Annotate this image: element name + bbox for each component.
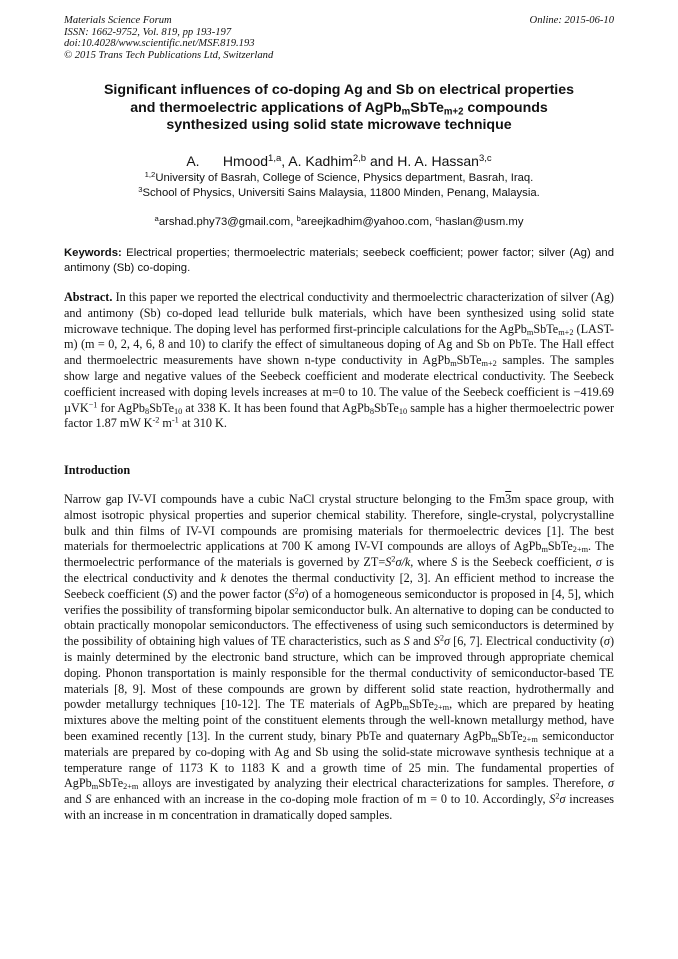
title-line-1: Significant influences of co-doping Ag and Sb on electrical properties — [103, 82, 575, 98]
author-emails: $^a$arshad.phy73@gmail.com, $^b$areejkadhim@yahoo.com, $^c$haslan@usm.my — [154, 213, 524, 228]
authors: A. Hmood$^{1,a}$, A. Kadhim$^{2,b}$ and H. A. Hassan$^{3,c}$ — [186, 152, 492, 169]
introduction-body: Narrow gap IV-VI compounds have a cubic NaCl crystal structure belonging to the Fm3m space group, with almost isotropic physical properties and superior chemical stability. Therefore, single-crystal, polycrystalline bulk and thin films of IV-VI compounds are promising materials for thermoelectric devices [1]. The best materials for thermoelectric applications at 700 K among IV-VI compounds are alloys of AgPb$_m$SbTe$_{2+m}$. The thermoelectric performance of the materials is governed by $ZT=S^2\sigma/k$, where S is the Seebeck coefficient, σ is the electrical conductivity and k denotes the thermal conductivity [2, 3]. An efficient method to increase the Seebeck coefficient (S) and the power factor $(S^2\sigma)$ of a homogeneous semiconductor is proposed in [4, 5], which verifies the possibility of transforming bipolar semiconductor bulk. An alternative to doping can be conducted to obtain practically monopolar semiconductors. The effectiveness of using such semiconductors is determined by the possibility of obtaining high values of TE characteristics, such as S and $S^2\sigma$ [6, 7]. Electrical conductivity (σ) is mainly determined by the electronic band structure, which can be improved through appropriate chemical doping. Phonon transportation is mainly responsible for the thermal conductivity of semiconductor-based TE materials [8, 9]. Most of these compounds are grown by different solid state reaction, hydrothermally and powder metallurgy techniques [10-12]. The TE materials of AgPb$_m$SbTe$_{2+m}$, which are prepared by heating mixtures above the melting point of the constituent elements through the well-known metallurgy method, have been examined recently [13]. In the current study, binary PbTe and quaternary AgPb$_m$SbTe$_{2+m}$ semiconductor materials are prepared by co-doping with Ag and Sb using the solid-state microwave synthesis technique at a temperature range of 1173 K to 1183 K and a growth time of 25 min. The fundamental properties of AgPb$_m$SbTe$_{2+m}$ alloys are investigated by analyzing their electrical characterizations for samples. Therefore, σ and S are enhanced with an increase in the co-doping mole fraction of m = 0 to 10. Accordingly, $S^2\sigma$ increases with an increase in m concentration in dramatically doped samples. — [64, 492, 615, 822]
affiliation-1: $^{1,2}$University of Basrah, College of Science, Physics department, Basrah, Iraq. — [144, 169, 534, 184]
journal-doi: doi:10.4028/www.scientific.net/MSF.819.193 — [64, 38, 255, 50]
title-line-3: synthesized using solid state microwave technique — [166, 117, 512, 133]
journal-issn: ISSN: 1662-9752, Vol. 819, pp 193-197 — [64, 26, 232, 38]
paper-title — [40, 82, 638, 135]
affiliation-2: $^3$School of Physics, Universiti Sains Malaysia, 11800 Minden, Penang, Malaysia. — [138, 184, 540, 199]
title-line-2: and thermoelectric applications of AgPb$_m$SbTe$_{m+2}$ compounds — [130, 99, 548, 117]
keywords: Keywords: Electrical properties; thermoelectric materials; seebeck coefficient; power factor; silver (Ag) and antimony (Sb) co-doping. — [64, 247, 614, 274]
introduction-heading: Introduction — [64, 463, 131, 477]
journal-copyright: © 2015 Trans Tech Publications Ltd, Switzerland — [64, 49, 274, 61]
journal-name: Materials Science Forum — [64, 15, 172, 26]
online-date: Online: 2015-06-10 — [529, 15, 614, 26]
abstract: Abstract. In this paper we reported the electrical conductivity and thermoelectric characterization of silver (Ag) and antimony (Sb) co-doped lead telluride bulk materials, which have been synthesized using solid state microwave technique. The doping level has performed first-principle calculations for the AgPb$_m$SbTe$_{m+2}$ (LAST-m) (m = 0, 2, 4, 6, 8 and 10) to clarify the effect of simultaneous doping of Ag and Sb on PbTe. The Hall effect and thermoelectric measurements have shown n-type conductivity in AgPb$_m$SbTe$_{m+2}$ samples. The samples show large and negative values of the Seebeck coefficient and moderate electrical conductivity. The Seebeck coefficient increased with doping levels increases at m=0 to 10. The value of the Seebeck coefficient is −419.69 µVK$^{-1}$ for AgPb$_8$SbTe$_{10}$ at 338 K. It has been found that AgPb$_8$SbTe$_{10}$ sample has a higher thermoelectric power factor 1.87 mW $K^{-2}$ $m^{-1}$ at 310 K. — [64, 290, 614, 431]
journal-header — [64, 15, 273, 61]
